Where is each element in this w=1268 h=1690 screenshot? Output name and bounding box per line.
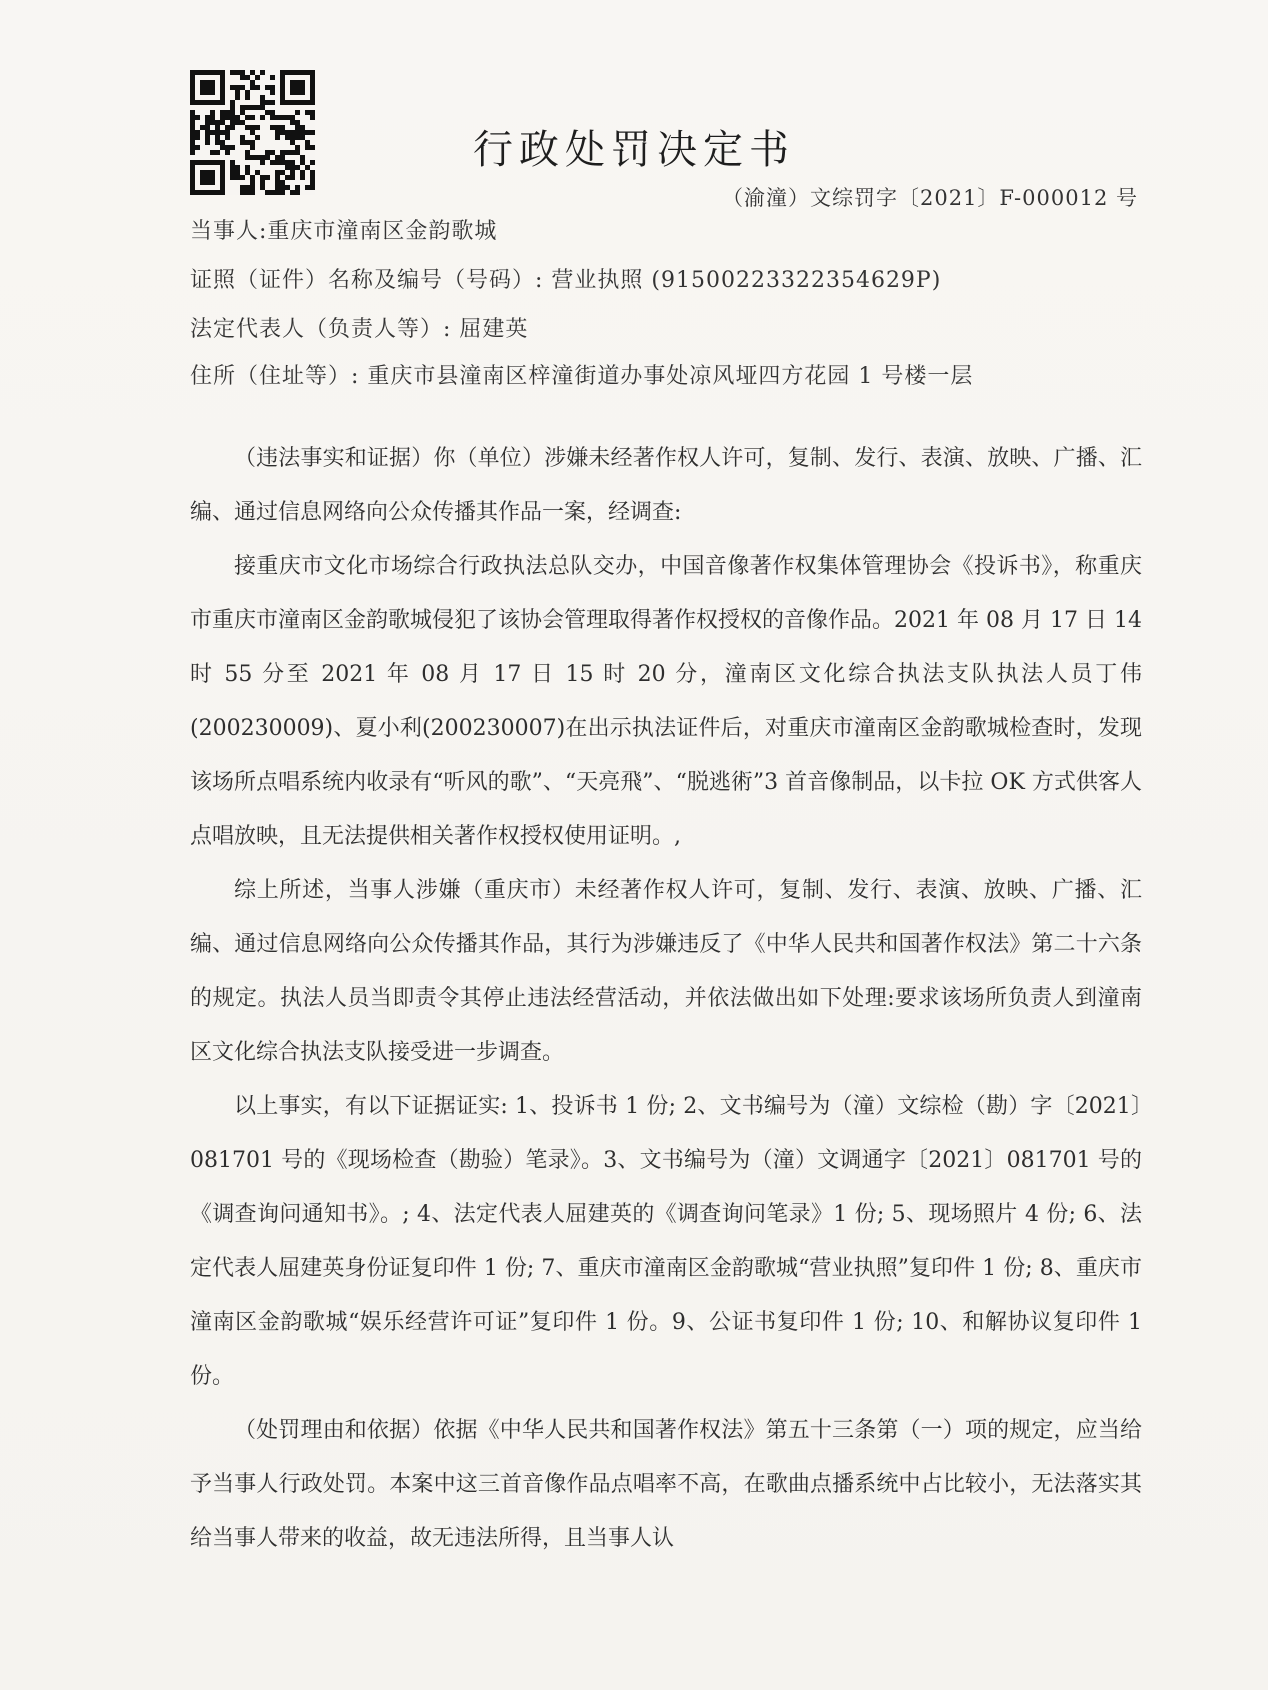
- qr-module: [275, 175, 280, 180]
- qr-module: [205, 190, 210, 195]
- qr-module: [295, 70, 300, 75]
- party-field: 当事人:重庆市潼南区金韵歌城: [190, 219, 498, 244]
- qr-module: [210, 80, 215, 85]
- qr-module: [240, 175, 245, 180]
- qr-module: [250, 190, 255, 195]
- qr-module: [255, 105, 260, 110]
- qr-module: [310, 185, 315, 190]
- qr-module: [295, 110, 300, 115]
- qr-module: [235, 70, 240, 75]
- qr-module: [200, 175, 205, 180]
- qr-module: [305, 70, 310, 75]
- qr-module: [310, 100, 315, 105]
- qr-module: [275, 180, 280, 185]
- paragraph-investigation: 接重庆市文化市场综合行政执法总队交办，中国音像著作权集体管理协会《投诉书》，称重庆市重庆市潼南区金韵歌城侵犯了该协会管理取得著作权授权的音像作品。2021 年 08 月 17 日 14 时 55 分至 2021 年 08 月 17 日 15 时 20 分，潼南区文化综合执法支队执法人员丁伟(200230009)、夏小利(200230007)在出示执法证件后，对重庆市潼南区金韵歌城检查时，发现该场所点唱系统内收录有“听风的歌”、“天亮飛”、“脱逃術”3 首音像制品，以卡拉 OK 方式供客人点唱放映，且无法提供相关著作权授权使用证明。,: [190, 554, 1142, 849]
- qr-module: [240, 185, 245, 190]
- qr-module: [295, 190, 300, 195]
- qr-module: [190, 75, 195, 80]
- qr-module: [250, 185, 255, 190]
- qr-module: [270, 100, 275, 105]
- qr-module: [220, 100, 225, 105]
- qr-module: [190, 190, 195, 195]
- qr-module: [230, 85, 235, 90]
- qr-module: [220, 70, 225, 75]
- qr-module: [210, 180, 215, 185]
- qr-module: [280, 70, 285, 75]
- qr-module: [190, 95, 195, 100]
- qr-module: [250, 180, 255, 185]
- qr-module: [230, 100, 235, 105]
- qr-module: [200, 190, 205, 195]
- qr-module: [305, 100, 310, 105]
- qr-module: [280, 85, 285, 90]
- qr-module: [220, 85, 225, 90]
- qr-module: [190, 110, 195, 115]
- qr-module: [300, 85, 305, 90]
- qr-module: [230, 175, 235, 180]
- qr-module: [230, 110, 235, 115]
- qr-module: [220, 190, 225, 195]
- paragraph-summary: 综上所述，当事人涉嫌（重庆市）未经著作权人许可，复制、发行、表演、放映、广播、汇编、通过信息网络向公众传播其作品，其行为涉嫌违反了《中华人民共和国著作权法》第二十六条的规定。执法人员当即责令其停止违法经营活动，并依法做出如下处理:要求该场所负责人到潼南区文化综合执法支队接受进一步调查。: [190, 878, 1142, 1065]
- qr-module: [300, 175, 305, 180]
- qr-module: [255, 75, 260, 80]
- qr-module: [250, 85, 255, 90]
- qr-module: [230, 105, 235, 110]
- qr-module: [220, 80, 225, 85]
- qr-module: [245, 75, 250, 80]
- qr-module: [310, 70, 315, 75]
- qr-module: [240, 110, 245, 115]
- qr-module: [290, 175, 295, 180]
- qr-module: [310, 80, 315, 85]
- qr-module: [250, 70, 255, 75]
- qr-module: [310, 85, 315, 90]
- qr-module: [200, 100, 205, 105]
- legal-representative-field: 法定代表人（负责人等）: 屈建英: [190, 317, 529, 342]
- qr-module: [295, 80, 300, 85]
- qr-module: [290, 85, 295, 90]
- qr-module: [275, 190, 280, 195]
- qr-module: [280, 100, 285, 105]
- qr-module: [245, 105, 250, 110]
- qr-module: [235, 95, 240, 100]
- qr-module: [245, 90, 250, 95]
- qr-module: [280, 90, 285, 95]
- qr-module: [270, 110, 275, 115]
- qr-module: [310, 95, 315, 100]
- qr-module: [255, 85, 260, 90]
- qr-module: [285, 175, 290, 180]
- qr-module: [250, 80, 255, 85]
- qr-module: [190, 80, 195, 85]
- qr-module: [245, 185, 250, 190]
- qr-module: [310, 110, 315, 115]
- qr-module: [280, 190, 285, 195]
- qr-module: [240, 105, 245, 110]
- qr-module: [215, 190, 220, 195]
- qr-module: [195, 190, 200, 195]
- qr-module: [250, 105, 255, 110]
- paragraph-penalty-basis: （处罚理由和依据）依据《中华人民共和国著作权法》第五十三条第（一）项的规定，应当给予当事人行政处罚。本案中这三首音像作品点唱率不高，在歌曲点播系统中占比较小，无法落实其给当事人带来的收益，故无违法所得，且当事人认: [190, 1418, 1142, 1551]
- qr-module: [310, 90, 315, 95]
- qr-module: [310, 180, 315, 185]
- qr-module: [205, 180, 210, 185]
- qr-module: [265, 85, 270, 90]
- qr-module: [215, 100, 220, 105]
- qr-module: [270, 75, 275, 80]
- qr-module: [210, 100, 215, 105]
- qr-module: [295, 185, 300, 190]
- qr-module: [225, 110, 230, 115]
- qr-module: [220, 185, 225, 190]
- qr-module: [310, 75, 315, 80]
- qr-module: [200, 85, 205, 90]
- qr-module: [210, 85, 215, 90]
- qr-module: [205, 100, 210, 105]
- qr-module: [220, 95, 225, 100]
- qr-module: [285, 185, 290, 190]
- qr-module: [285, 100, 290, 105]
- qr-module: [245, 95, 250, 100]
- qr-module: [265, 175, 270, 180]
- qr-module: [300, 70, 305, 75]
- qr-module: [220, 175, 225, 180]
- qr-module: [270, 85, 275, 90]
- qr-module: [305, 110, 310, 115]
- qr-module: [290, 80, 295, 85]
- qr-module: [190, 90, 195, 95]
- address-field: 住所（住址等）: 重庆市县潼南区梓潼街道办事处凉风垭四方花园 1 号楼一层: [190, 364, 974, 389]
- qr-module: [195, 100, 200, 105]
- qr-module: [190, 180, 195, 185]
- qr-module: [220, 75, 225, 80]
- qr-module: [280, 75, 285, 80]
- qr-module: [280, 95, 285, 100]
- qr-module: [270, 90, 275, 95]
- qr-module: [195, 70, 200, 75]
- qr-module: [305, 185, 310, 190]
- qr-module: [240, 75, 245, 80]
- qr-module: [235, 175, 240, 180]
- qr-module: [310, 175, 315, 180]
- qr-module: [205, 175, 210, 180]
- qr-module: [190, 100, 195, 105]
- qr-module: [240, 190, 245, 195]
- qr-module: [200, 80, 205, 85]
- qr-module: [280, 185, 285, 190]
- qr-module: [190, 70, 195, 75]
- document-number: （渝潼）文综罚字〔2021〕F-000012 号: [721, 186, 1138, 210]
- qr-module: [210, 175, 215, 180]
- qr-module: [295, 85, 300, 90]
- qr-module: [260, 180, 265, 185]
- qr-module: [265, 100, 270, 105]
- qr-module: [210, 90, 215, 95]
- qr-module: [260, 95, 265, 100]
- qr-module: [205, 80, 210, 85]
- qr-module: [220, 90, 225, 95]
- qr-module: [200, 180, 205, 185]
- qr-module: [260, 175, 265, 180]
- qr-module: [190, 185, 195, 190]
- qr-module: [300, 100, 305, 105]
- qr-module: [190, 175, 195, 180]
- qr-module: [240, 70, 245, 75]
- qr-module: [235, 90, 240, 95]
- qr-module: [260, 70, 265, 75]
- page-title: 行政处罚决定书: [473, 127, 795, 173]
- qr-module: [205, 70, 210, 75]
- qr-module: [295, 90, 300, 95]
- qr-module: [265, 190, 270, 195]
- qr-module: [275, 185, 280, 190]
- qr-module: [220, 110, 225, 115]
- qr-module: [210, 70, 215, 75]
- qr-module: [260, 100, 265, 105]
- qr-module: [230, 70, 235, 75]
- qr-module: [290, 90, 295, 95]
- qr-module: [285, 70, 290, 75]
- qr-module: [280, 80, 285, 85]
- qr-module: [300, 90, 305, 95]
- paragraph-evidence: 以上事实，有以下证据证实: 1、投诉书 1 份; 2、文书编号为（潼）文综检（勘）字〔2021〕081701 号的《现场检查（勘验）笔录》。3、文书编号为（潼）文调通字〔2021〕081701 号的《调查询问通知书》。; 4、法定代表人屈建英的《调查询问笔录》1 份; 5、现场照片 4 份; 6、法定代表人屈建英身份证复印件 1 份; 7、重庆市潼南区金韵歌城“营业执照”复印件 1 份; 8、重庆市潼南区金韵歌城“娱乐经营许可证”复印件 1 份。9、公证书复印件 1 份; 10、和解协议复印件 1 份。: [190, 1094, 1142, 1389]
- qr-module: [290, 190, 295, 195]
- qr-module: [210, 190, 215, 195]
- qr-module: [280, 180, 285, 185]
- qr-module: [205, 85, 210, 90]
- qr-module: [215, 70, 220, 75]
- qr-module: [260, 185, 265, 190]
- document-body: [190, 432, 1142, 1566]
- license-field: 证照（证件）名称及编号（号码）: 营业执照 (91500223322354629P): [190, 268, 942, 293]
- qr-module: [300, 80, 305, 85]
- qr-module: [245, 190, 250, 195]
- qr-module: [270, 190, 275, 195]
- qr-module: [260, 105, 265, 110]
- paragraph-violation-facts: （违法事实和证据）你（单位）涉嫌未经著作权人许可，复制、发行、表演、放映、广播、汇编、通过信息网络向公众传播其作品一案，经调查:: [190, 446, 1142, 525]
- qr-module: [200, 70, 205, 75]
- qr-module: [240, 85, 245, 90]
- qr-module: [200, 90, 205, 95]
- qr-module: [295, 100, 300, 105]
- qr-module: [190, 85, 195, 90]
- qr-module: [290, 100, 295, 105]
- qr-module: [235, 85, 240, 90]
- qr-module: [250, 175, 255, 180]
- qr-module: [265, 110, 270, 115]
- qr-module: [290, 70, 295, 75]
- qr-module: [210, 110, 215, 115]
- qr-module: [220, 180, 225, 185]
- qr-module: [205, 90, 210, 95]
